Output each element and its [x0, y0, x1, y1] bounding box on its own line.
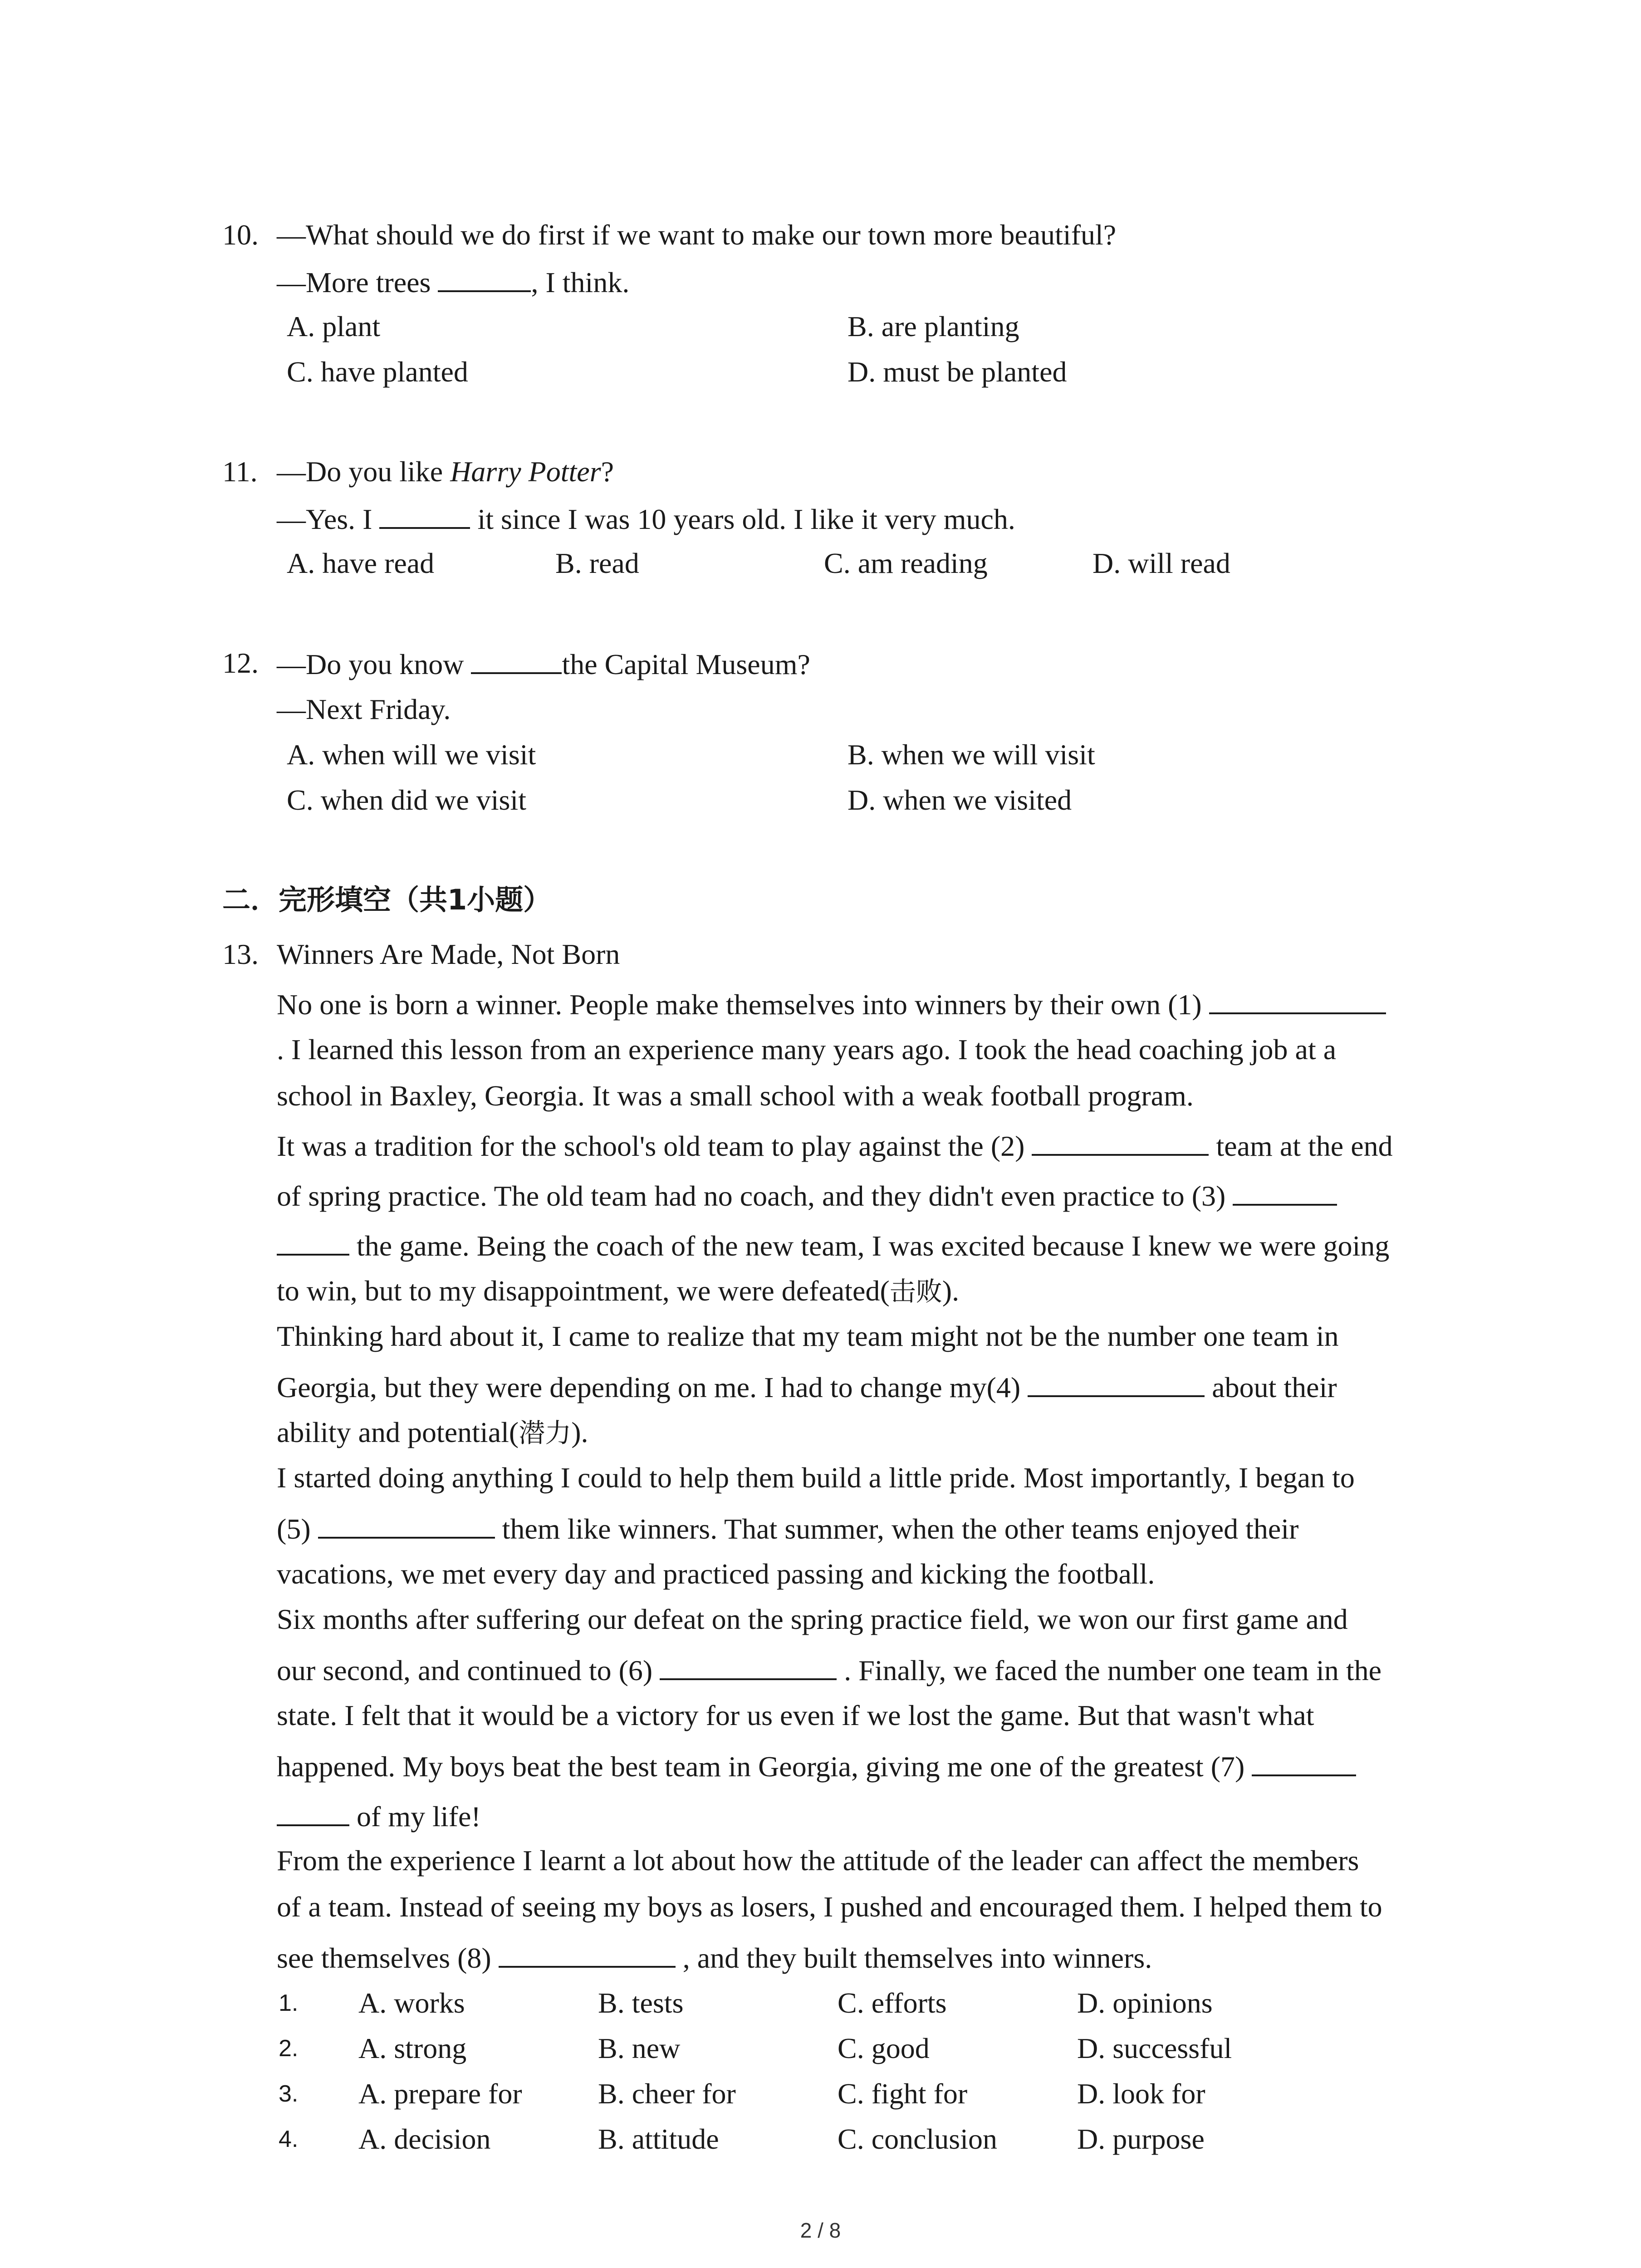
passage-line: state. I felt that it would be a victory for us even if we lost the game. But that wasn't what	[277, 1699, 1314, 1731]
prompt-text: the Capital Museum?	[562, 648, 810, 680]
blank-7-continued	[277, 1797, 349, 1826]
choice-option: B. new	[598, 2032, 681, 2064]
option-c: C. have planted	[287, 356, 468, 388]
passage-line: Thinking hard about it, I came to realize that my team might not be the number one team in	[277, 1320, 1339, 1352]
blank-3	[1233, 1177, 1337, 1206]
choice-number: 4.	[279, 2126, 299, 2152]
passage-line: of a team. Instead of seeing my boys as losers, I pushed and encouraged them. I helped them to	[277, 1891, 1382, 1923]
passage-text: ).	[571, 1416, 588, 1448]
blank-8	[499, 1939, 676, 1968]
passage-text: them like winners. That summer, when the other teams enjoyed their	[495, 1513, 1299, 1545]
prompt-text: —Do you like	[277, 455, 451, 488]
option-b: B. when we will visit	[847, 738, 1095, 771]
passage-text: ability and potential(	[277, 1416, 519, 1448]
option-a: A. have read	[287, 547, 435, 579]
question-response: —Next Friday.	[277, 693, 451, 725]
passage-text: . Finally, we faced the number one team in the	[837, 1654, 1381, 1686]
choice-number: 3.	[279, 2081, 299, 2107]
blank-1	[1209, 985, 1386, 1014]
choice-option: C. conclusion	[838, 2123, 997, 2155]
response-text: —Yes. I	[277, 503, 380, 535]
passage-line	[277, 1651, 1381, 1689]
response-text: , I think.	[531, 266, 630, 298]
passage-line: I started doing anything I could to help them build a little pride. Most importantly, I began to	[277, 1461, 1355, 1494]
passage-text: see themselves (8)	[277, 1942, 499, 1974]
option-c: C. am reading	[824, 547, 988, 579]
passage-text: No one is born a winner. People make themselves into winners by their own (1)	[277, 988, 1209, 1021]
question-number: 13.	[222, 938, 259, 970]
choice-option: C. good	[838, 2032, 930, 2064]
blank-4	[1028, 1368, 1205, 1397]
answer-blank	[471, 645, 562, 674]
section-heading: 二．完形填空（共1小题）	[222, 883, 552, 916]
book-title: Harry Potter	[450, 455, 601, 488]
question-response	[277, 263, 629, 301]
passage-text: ).	[942, 1275, 960, 1307]
choice-option: D. purpose	[1077, 2123, 1205, 2155]
chinese-gloss: 潜力	[519, 1418, 572, 1448]
passage-text: It was a tradition for the school's old team to play against the (2)	[277, 1130, 1032, 1162]
question-prompt	[277, 645, 810, 683]
choice-option: C. efforts	[838, 1987, 947, 2019]
option-d: D. must be planted	[847, 356, 1067, 388]
blank-6	[660, 1651, 837, 1680]
choice-option: B. attitude	[598, 2123, 719, 2155]
passage-title: Winners Are Made, Not Born	[277, 938, 620, 970]
prompt-text: ?	[601, 455, 614, 488]
passage-text: about their	[1205, 1371, 1337, 1403]
passage-line: Six months after suffering our defeat on the spring practice field, we won our first game and	[277, 1603, 1348, 1635]
answer-blank	[379, 500, 470, 529]
choice-option: A. strong	[358, 2032, 467, 2064]
choice-option: D. successful	[1077, 2032, 1232, 2064]
answer-blank	[438, 263, 531, 292]
passage-text: our second, and continued to (6)	[277, 1654, 660, 1686]
passage-text: Georgia, but they were depending on me. I had to change my(4)	[277, 1371, 1028, 1403]
passage-line	[277, 1127, 1393, 1164]
passage-line	[277, 1273, 959, 1310]
passage-line: . I learned this lesson from an experience many years ago. I took the head coaching job at a	[277, 1033, 1337, 1066]
passage-line	[277, 1177, 1337, 1214]
passage-text: the game. Being the coach of the new team, I was excited because I knew we were going	[349, 1230, 1390, 1262]
choice-option: D. opinions	[1077, 1987, 1213, 2019]
choice-number: 1.	[279, 1990, 299, 2016]
passage-text: to win, but to my disappointment, we were defeated(	[277, 1275, 890, 1307]
question-number: 11.	[222, 455, 258, 488]
choice-option: B. tests	[598, 1987, 684, 2019]
option-b: B. are planting	[847, 310, 1019, 342]
question-response	[277, 500, 1015, 538]
passage-line	[277, 1747, 1356, 1785]
option-a: A. plant	[287, 310, 381, 342]
passage-text: team at the end	[1209, 1130, 1393, 1162]
response-text: it since I was 10 years old. I like it very much.	[470, 503, 1015, 535]
page-number: 2 / 8	[800, 2219, 841, 2242]
choice-option: B. cheer for	[598, 2077, 736, 2110]
chinese-gloss: 击败	[889, 1276, 942, 1307]
option-d: D. will read	[1092, 547, 1230, 579]
question-number: 10.	[222, 219, 259, 251]
question-prompt	[277, 454, 614, 490]
choice-option: A. decision	[358, 2123, 491, 2155]
choice-option: C. fight for	[838, 2077, 968, 2110]
option-d: D. when we visited	[847, 784, 1072, 816]
response-text: —More trees	[277, 266, 438, 298]
passage-line: vacations, we met every day and practiced passing and kicking the football.	[277, 1558, 1155, 1590]
choice-option: A. works	[358, 1987, 465, 2019]
passage-text: happened. My boys beat the best team in Georgia, giving me one of the greatest (7)	[277, 1750, 1252, 1783]
prompt-text: —Do you know	[277, 648, 471, 680]
question-prompt: —What should we do first if we want to make our town more beautiful?	[277, 219, 1117, 251]
passage-line	[277, 1414, 588, 1451]
option-b: B. read	[555, 547, 639, 579]
passage-line	[277, 1510, 1298, 1547]
passage-line: From the experience I learnt a lot about how the attitude of the leader can affect the members	[277, 1844, 1359, 1877]
blank-7	[1252, 1747, 1356, 1776]
passage-line	[277, 985, 1386, 1023]
option-c: C. when did we visit	[287, 784, 526, 816]
choice-number: 2.	[279, 2035, 299, 2062]
passage-line	[277, 1227, 1389, 1264]
passage-text: of my life!	[349, 1800, 481, 1833]
passage-text: (5)	[277, 1513, 318, 1545]
option-a: A. when will we visit	[287, 738, 536, 771]
passage-line	[277, 1939, 1152, 1976]
passage-line	[277, 1797, 481, 1835]
passage-text: , and they built themselves into winners.	[675, 1942, 1152, 1974]
blank-2	[1032, 1127, 1209, 1156]
blank-5	[318, 1510, 495, 1539]
question-number: 12.	[222, 647, 259, 679]
blank-3-continued	[277, 1227, 349, 1256]
passage-text: of spring practice. The old team had no coach, and they didn't even practice to (3)	[277, 1180, 1233, 1212]
passage-line	[277, 1368, 1337, 1406]
choice-option: D. look for	[1077, 2077, 1205, 2110]
passage-line: school in Baxley, Georgia. It was a small school with a weak football program.	[277, 1080, 1194, 1112]
choice-option: A. prepare for	[358, 2077, 522, 2110]
